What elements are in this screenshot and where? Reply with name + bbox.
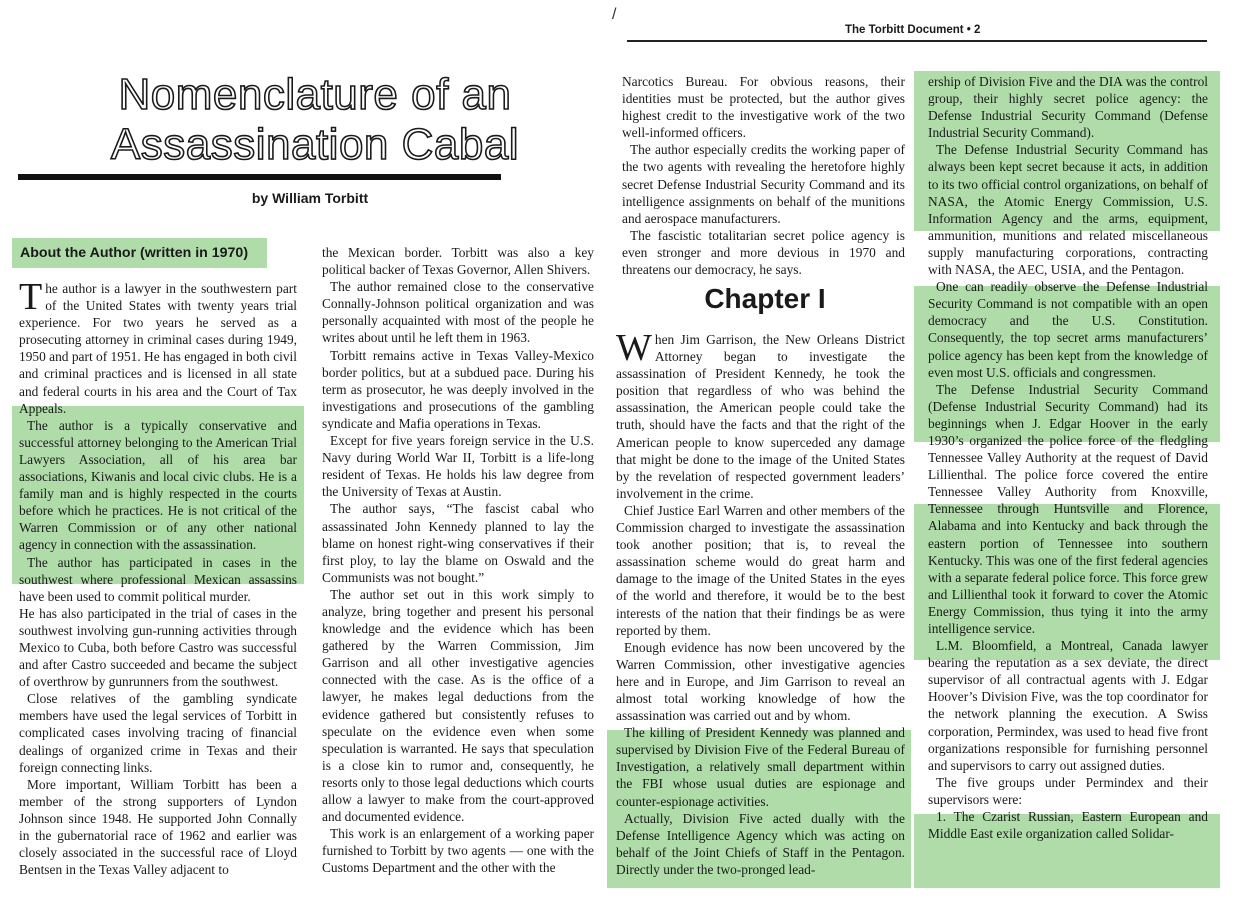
- paragraph-text: he author is a lawyer in the southwestern part of the United States with twenty years trial experience. For two years he served as a prosecuting attorney in criminal cases during 1949, 1950 and part of 1951. He has engaged in both civil and criminal practices and is licensed in all state and federal courts in his area and the Court of Tax Appeals.: [19, 281, 297, 416]
- about-author-heading: [12, 238, 267, 268]
- paragraph: The author remained close to the conservative Connally-Johnson political organization and was personally acquainted with most of the people he writes about until he left them in 1963.: [322, 279, 594, 346]
- paragraph: The author says, “The fascist cabal who assassinated John Kennedy planned to lay the blame on honest right-wing conservatives if their first ploy, to lay the blame on Oswald and the Communists was not bought.”: [322, 501, 594, 585]
- paragraph: ership of Division Five and the DIA was the control group, their highly secret police agency: the Defense Industrial Security Command (Defense Industrial Security Command).: [928, 74, 1208, 141]
- paragraph: One can readily observe the Defense Industrial Security Command is not compatible with an open democracy and the U.S. Constitution. Consequently, the top secret arms manufacturers’ police agency has been kept from the knowledge of even most U.S. officials and congressmen.: [928, 279, 1208, 380]
- paragraph: Close relatives of the gambling syndicate members have used the legal services of Torbitt in complicated cases involving tracing of financial dealings of organized crime in Texas and their foreign connecting links.: [19, 691, 297, 775]
- column-4: [928, 73, 1208, 842]
- paragraph: The author especially credits the working paper of the two agents with revealing the heretofore highly secret Defense Industrial Security Command and its intelligence assignments on behalf of the munitions and aerospace manufacturers.: [622, 142, 905, 226]
- paragraph: The five groups under Permindex and their supervisors were:: [928, 774, 1208, 807]
- title-rule: [18, 174, 501, 180]
- column-3-top: [622, 73, 905, 278]
- paragraph: The fascistic totalitarian secret police agency is even stronger and more devious in 1970 and threatens our democracy, he says.: [622, 227, 905, 278]
- scan-mark: /: [612, 6, 617, 23]
- paragraph: He has also participated in the trial of cases in the southwest involving gun-running activities through Mexico to Cuba, both before Castro was successful and after Castro succeeded and became the subject of overthrow by gunrunners from the southwest.: [19, 605, 297, 690]
- paragraph: Chief Justice Earl Warren and other members of the Commission charged to investigate the assassination took another position; that is, to reveal the assassination scheme would do great harm and damage to the image of the United States in the eyes of the world and therefore, it would be to the best interests of the nation that their findings be as were reported by them.: [616, 502, 905, 638]
- column-2: [322, 244, 594, 876]
- paragraph: Except for five years foreign service in the U.S. Navy during World War II, Torbitt is a life-long resident of Texas. He holds his law degree from the University of Texas at Austin.: [322, 433, 594, 500]
- about-author-heading-text: About the Author (written in 1970): [20, 245, 249, 261]
- paragraph: Enough evidence has now been uncovered by the Warren Commission, other investigative agencies here and in Europe, and Jim Garrison to reveal an almost total working knowledge of how the assassination was carried out and by whom.: [616, 639, 905, 724]
- paragraph: This work is an enlargement of a working paper furnished to Torbitt by two agents — one with the Customs Department and the other with the: [322, 826, 594, 876]
- paragraph: The killing of President Kennedy was planned and supervised by Division Five of the Federal Bureau of Investigation, a relatively small department within the FBI whose usual duties are espionage and counter-espionage activities.: [616, 725, 905, 809]
- drop-cap: W: [616, 327, 652, 369]
- paragraph: 1. The Czarist Russian, Eastern European and Middle East exile organization called Solidar-: [928, 809, 1208, 842]
- paragraph: Torbitt remains active in Texas Valley-Mexico border politics, but at a subdued pace. During his term as prosecutor, he was deeply involved in the investigations and prosecutions of the gambling syndicate and Mafia operations in Texas.: [322, 347, 594, 431]
- chapter-heading: Chapter I: [704, 283, 826, 314]
- title-line-1: Nomenclature of an: [118, 70, 512, 119]
- paragraph: The Defense Industrial Security Command has always been kept secret because it acts, in addition to its two official control organizations, on behalf of NASA, the Atomic Energy Commission, U.S. Information Agency and the arms, equipment, ammunition, munitions and related miscellaneous supply manufacturing corporations, contracting with NASA, the AEC, USIA, and the Pentagon.: [928, 142, 1208, 278]
- running-header-rule: [627, 40, 1207, 42]
- column-3-bottom: [616, 327, 905, 878]
- paragraph: The author is a typically conservative and successful attorney belonging to the American Trial Lawyers Association, all of his area bar associations, Kiwanis and local civic clubs. He is a family man and is highly respected in the courts before which he practices. He is not critical of the Warren Commission or of any other national agency in connection with the assassination.: [19, 417, 297, 553]
- paragraph: The Defense Industrial Security Command (Defense Industrial Security Command) had its beginnings when J. Edgar Hoover in the early 1930’s organized the police force of the fledgling Tennessee Valley Authority at the request of David Lillienthal. The police force covered the entire Tennessee Valley Authority from Knoxville, Tennessee through Huntsville and Florence, Alabama and into Kentucky and back through the eastern portion of Tennessee into southern Kentucky. This was one of the first federal agencies with a separate federal police force. This force grew and Lillienthal took it forward to cover the Atomic Energy Commission, thus tying it into the army intelligence service.: [928, 381, 1208, 636]
- paragraph: [19, 276, 297, 417]
- paragraph: More important, William Torbitt has been a member of the strong supporters of Lyndon Johnson since 1948. He supported John Connally in the gubernatorial race of 1962 and earlier was closely associated in the successful race of Lloyd Bentsen in the Texas Valley adjacent to: [19, 776, 297, 878]
- article-title: [100, 70, 530, 170]
- paragraph: The author has participated in cases in the southwest where professional Mexican assassins have been used to commit political murder.: [19, 554, 297, 604]
- paragraph: [616, 327, 905, 502]
- paragraph: L.M. Bloomfield, a Montreal, Canada lawyer bearing the reputation as a sex deviate, the direct supervisor of all contractual agents with J. Edgar Hoover’s Division Five, was the top coordinator for the network planning the execution. A Swiss corporation, Permindex, was used to head five front organizations responsible for furnishing personnel and supervisors to carry out assigned duties.: [928, 638, 1208, 773]
- byline: by William Torbitt: [251, 190, 369, 206]
- running-header: The Torbitt Document • 2: [845, 24, 981, 36]
- paragraph: The author set out in this work simply to analyze, bring together and present his personal knowledge and the evidence which has been gathered by the Warren Commission, Jim Garrison and all other investigative agencies connected with the case. As is the office of a lawyer, he makes legal deductions from the evidence gathered but consistently refuses to speculate on the evidence even when some speculation is warranted. He says that speculation is a close kin to rumor and, consequently, he resorts only to those legal deductions which courts allow a lawyer to make from the court-approved and documented evidence.: [322, 586, 594, 825]
- paragraph: Narcotics Bureau. For obvious reasons, their identities must be protected, but the author gives highest credit to the investigative work of the two well-informed officers.: [622, 74, 905, 141]
- paragraph: the Mexican border. Torbitt was also a key political backer of Texas Governor, Allen Shivers.: [322, 245, 594, 278]
- drop-cap: T: [19, 276, 43, 318]
- paragraph-text: hen Jim Garrison, the New Orleans District Attorney began to investigate the assassination of President Kennedy, he took the position that regardless of who was behind the assassination, the American people could take the truth, should have the facts and that the right of the American people to know superceded any damage that might be done to the image of the United States by the revelation of respected government leaders’ involvement in the crime.: [616, 332, 905, 501]
- paragraph: Actually, Division Five acted dually with the Defense Intelligence Agency which was acting on behalf of the Joint Chiefs of Staff in the Pentagon. Directly under the two-pronged lead-: [616, 810, 905, 877]
- column-1: [19, 276, 297, 878]
- title-line-2: Assassination Cabal: [110, 120, 520, 169]
